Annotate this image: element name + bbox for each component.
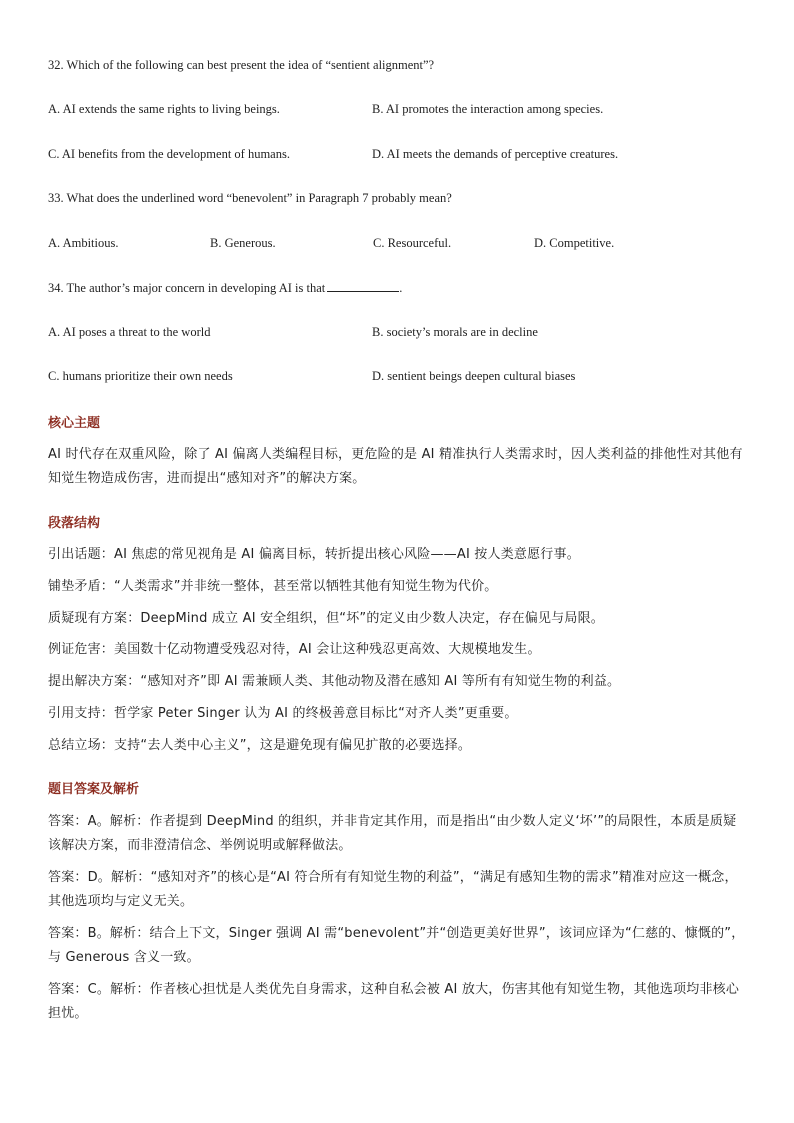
answer-blank [327,279,399,292]
structure-item: 总结立场：支持“去人类中心主义”，这是避免现有偏见扩散的必要选择。 [48,738,472,753]
question-32-option-c: C. AI benefits from the development of humans. [48,147,290,161]
question-34-option-d: D. sentient beings deepen cultural biases [372,369,576,383]
structure-item: 引出话题：AI 焦虑的常见视角是 AI 偏离目标，转折提出核心风险——AI 按人类意愿行事。 [48,547,580,562]
question-32-stem: 32. Which of the following can best present the idea of “sentient alignment”? [48,58,435,72]
question-34-stem [48,279,402,296]
question-34-stem-end: . [399,281,403,295]
answers-heading: 题目答案及解析 [48,782,140,797]
question-34-option-b: B. society’s morals are in decline [372,325,538,339]
question-32-option-b: B. AI promotes the interaction among species. [372,102,604,116]
question-34-option-c: C. humans prioritize their own needs [48,369,233,383]
question-33-option-b: B. Generous. [210,236,276,250]
question-34-option-a: A. AI poses a threat to the world [48,325,211,339]
answer-item: 答案：B。解析：结合上下文，Singer 强调 AI 需“benevolent”并“创造更美好世界”，该词应译为“仁慈的、慷慨的”，与 Generous 含义一致。 [48,926,745,965]
answer-item: 答案：C。解析：作者核心担忧是人类优先自身需求，这种自私会被 AI 放大，伤害其他有知觉生物，其他选项均非核心担忧。 [48,982,740,1021]
question-33-option-d: D. Competitive. [534,236,615,250]
question-34-stem-text: 34. The author’s major concern in developing AI is that [48,281,326,295]
structure-item: 引用支持：哲学家 Peter Singer 认为 AI 的终极善意目标比“对齐人类”更重要。 [48,706,518,721]
answer-item: 答案：D。解析：“感知对齐”的核心是“AI 符合所有有知觉生物的利益”，“满足有感知生物的需求”精准对应这一概念，其他选项均与定义无关。 [48,870,738,909]
question-33-option-c: C. Resourceful. [373,236,452,250]
question-33-stem: 33. What does the underlined word “benevolent” in Paragraph 7 probably mean? [48,191,452,205]
question-32-option-d: D. AI meets the demands of perceptive creatures. [372,147,619,161]
core-theme-text: AI 时代存在双重风险，除了 AI 偏离人类编程目标，更危险的是 AI 精准执行人类需求时，因人类利益的排他性对其他有知觉生物造成伤害，进而提出“感知对齐”的解决方案。 [48,447,743,486]
structure-item: 例证危害：美国数十亿动物遭受残忍对待，AI 会让这种残忍更高效、大规模地发生。 [48,642,541,657]
core-theme-heading: 核心主题 [48,416,101,431]
question-32-option-a: A. AI extends the same rights to living beings. [48,102,280,116]
structure-item: 铺垫矛盾：“人类需求”并非统一整体，甚至常以牺牲其他有知觉生物为代价。 [48,579,498,594]
answer-item: 答案：A。解析：作者提到 DeepMind 的组织，并非肯定其作用，而是指出“由少数人定义‘坏’”的局限性，本质是质疑该解决方案，而非澄清信念、举例说明或解释做法。 [48,814,737,853]
structure-item: 提出解决方案：“感知对齐”即 AI 需兼顾人类、其他动物及潜在感知 AI 等所有有知觉生物的利益。 [48,674,621,689]
question-33-option-a: A. Ambitious. [48,236,119,250]
structure-item: 质疑现有方案：DeepMind 成立 AI 安全组织，但“坏”的定义由少数人决定，存在偏见与局限。 [48,611,604,626]
structure-heading: 段落结构 [48,516,101,531]
